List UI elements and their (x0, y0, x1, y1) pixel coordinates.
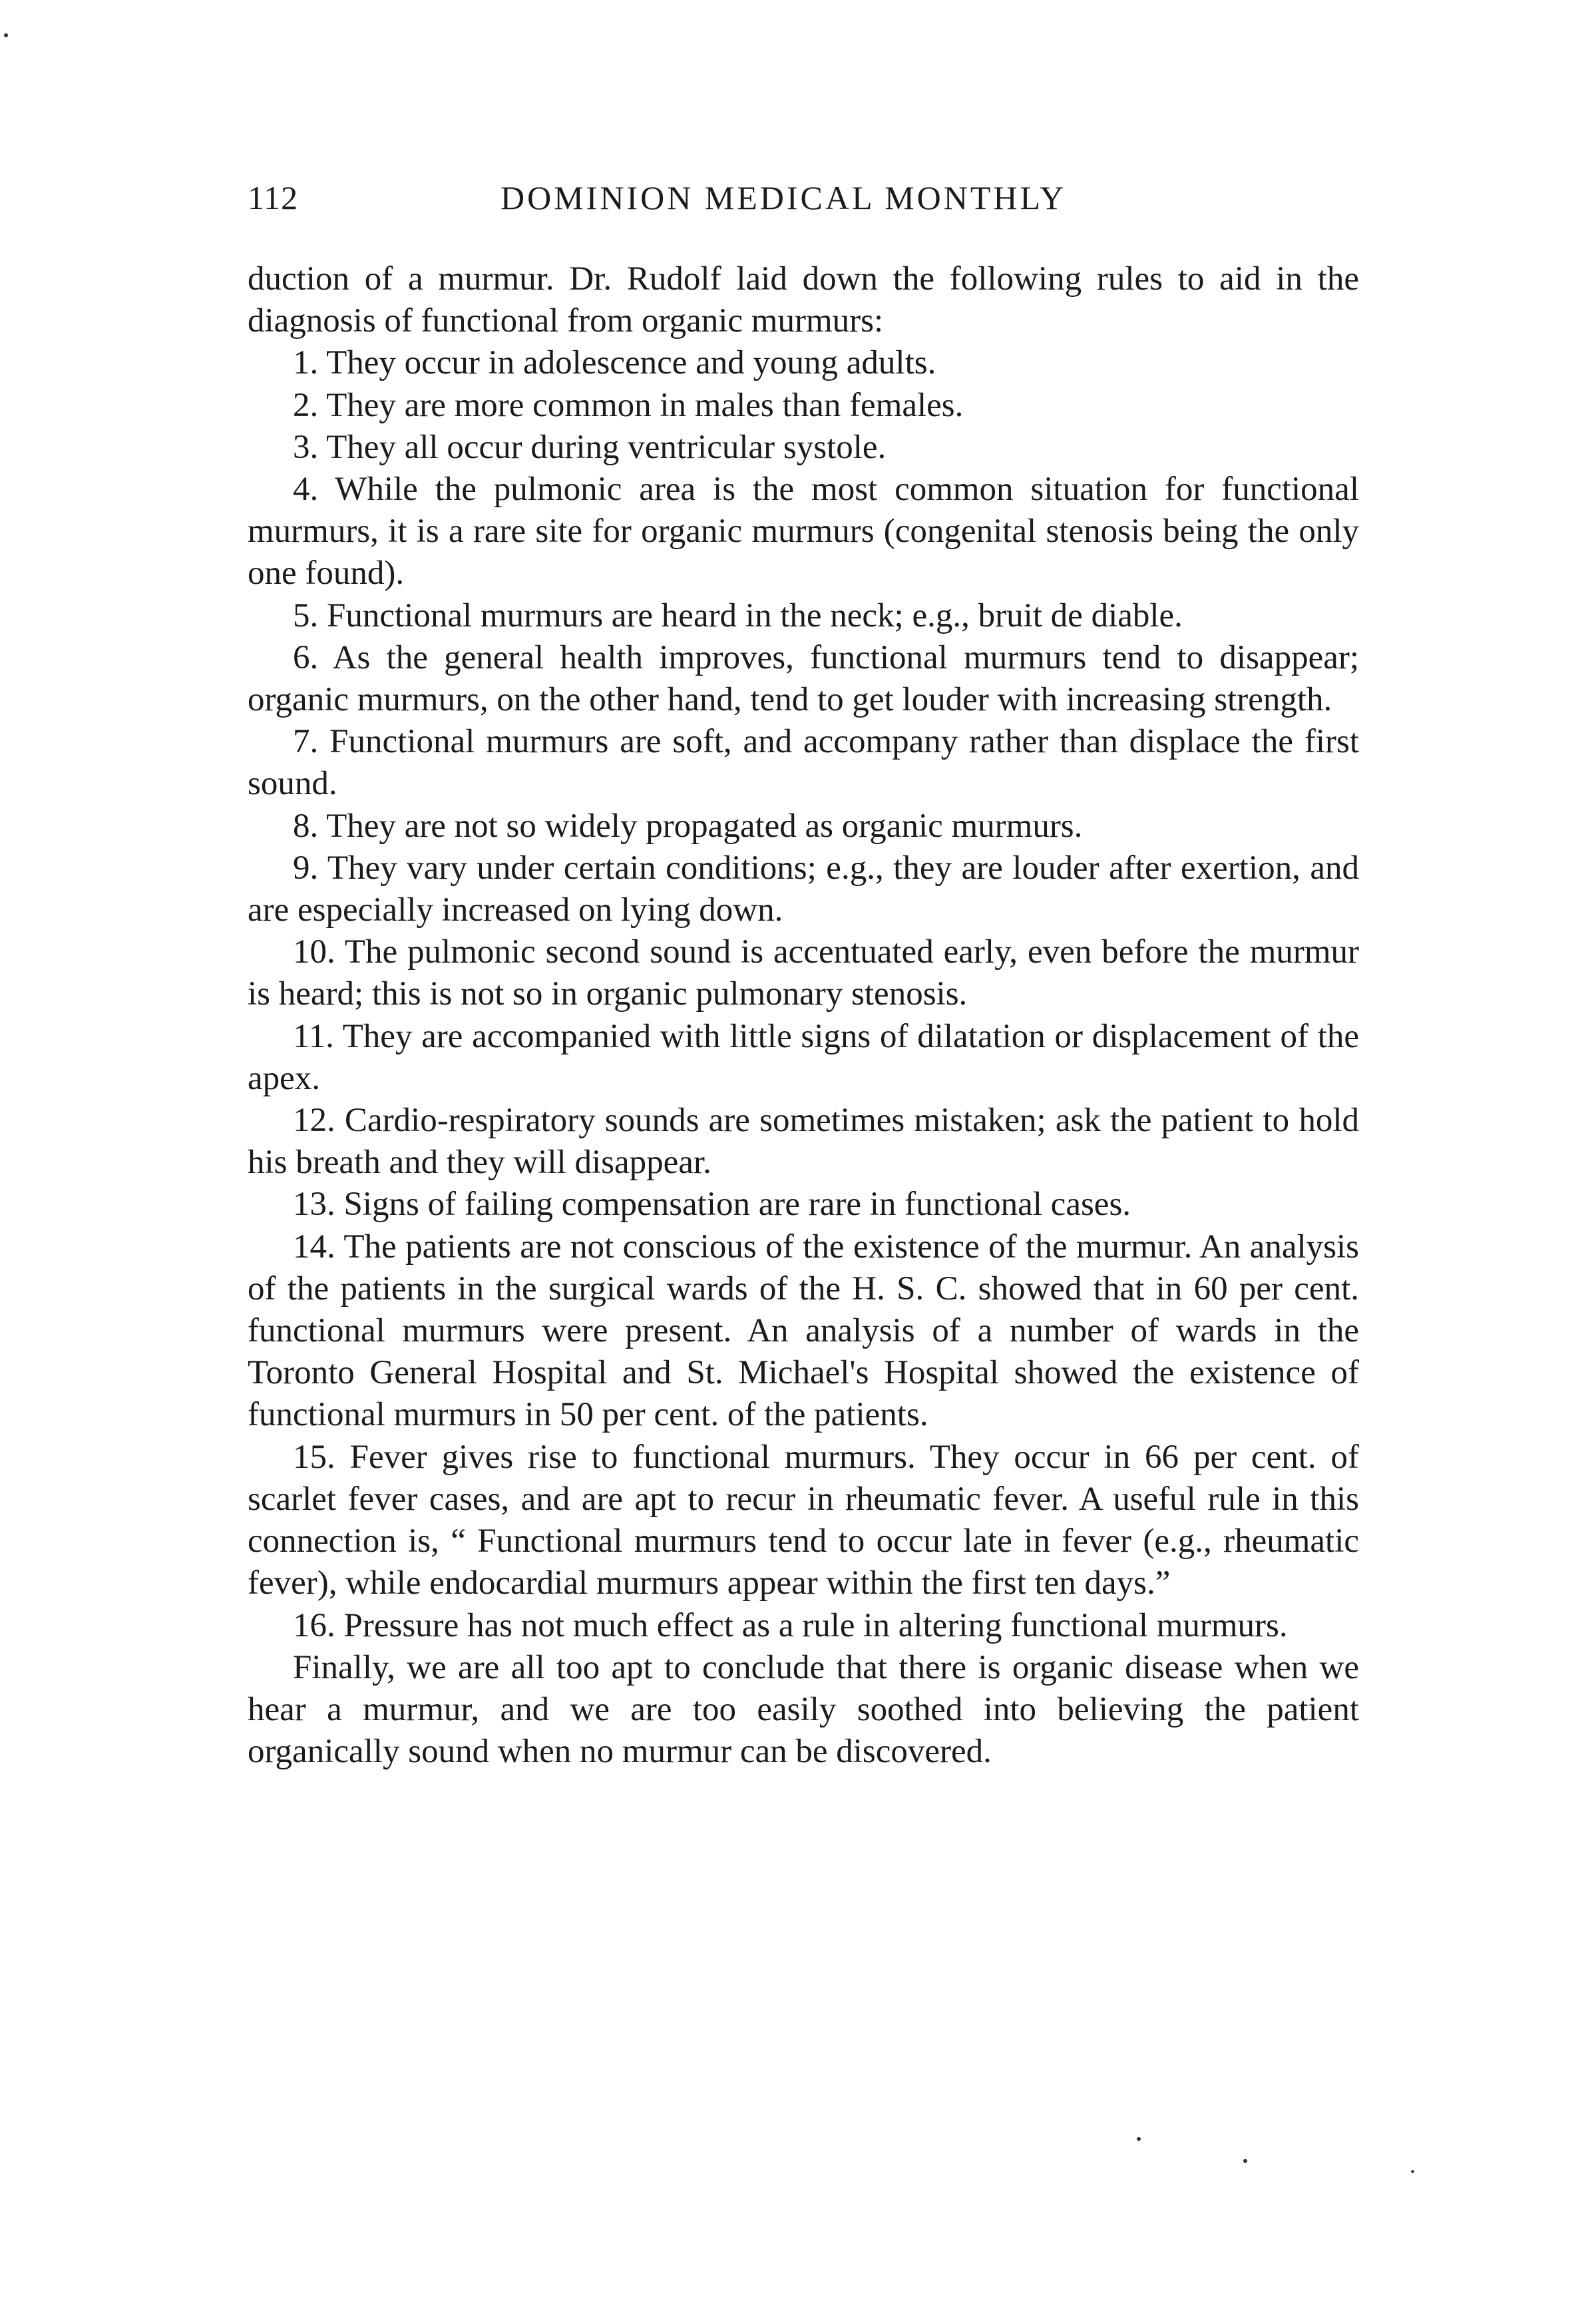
rule-item-5: 5. Functional murmurs are heard in the neck; e.g., bruit de diable. (293, 596, 1183, 634)
scan-speck (4, 33, 8, 37)
rule-item-2: 2. They are more common in males than females. (293, 386, 964, 424)
page-header (248, 178, 1359, 225)
rule-item-8: 8. They are not so widely propagated as organic murmurs. (293, 807, 1083, 845)
rule-item-15: 15. Fever gives rise to functional murmurs. They occur in 66 per cent. of scarlet fever cases, and are apt to recur in rheumatic fever. A useful rule in this connection is, “ Functional murmurs tend to occur late in fever (e.g., rheumatic fever), while endocardial murmurs appear within the first ten days.” (248, 1438, 1359, 1602)
rule-item-7: 7. Functional murmurs are soft, and accompany rather than displace the first sound. (248, 723, 1359, 803)
scan-speck (1243, 2159, 1247, 2163)
rule-item-12: 12. Cardio-respiratory sounds are sometimes mistaken; ask the patient to hold his breath and they will disappear. (248, 1102, 1359, 1182)
rule-item-16: 16. Pressure has not much effect as a rule in altering functional murmurs. (293, 1606, 1288, 1644)
scan-speck (1411, 2170, 1414, 2173)
paragraph-intro: duction of a murmur. Dr. Rudolf laid down the following rules to aid in the diagnosis of functional from organic murmurs: (248, 260, 1359, 340)
rule-item-3: 3. They all occur during ventricular systole. (293, 428, 887, 466)
rule-item-10: 10. The pulmonic second sound is accentuated early, even before the murmur is heard; this is not so in organic pulmonary stenosis. (248, 933, 1359, 1013)
rule-item-6: 6. As the general health improves, functional murmurs tend to disappear; organic murmurs, on the other hand, tend to get louder with increasing strength. (248, 638, 1359, 719)
rule-item-4: 4. While the pulmonic area is the most common situation for functional murmurs, it is a rare site for organic murmurs (congenital stenosis being the only one found). (248, 471, 1359, 592)
body-text (248, 258, 1359, 1773)
page-number: 112 (248, 179, 299, 216)
rule-item-11: 11. They are accompanied with little signs of dilatation or displacement of the apex. (248, 1017, 1359, 1097)
scan-speck (1137, 2137, 1141, 2141)
rule-item-1: 1. They occur in adolescence and young adults. (293, 344, 936, 382)
rule-item-14: 14. The patients are not conscious of the existence of the murmur. An analysis of the patients in the surgical wards of the H. S. C. showed that in 60 per cent. functional murmurs were present. An analysis of a number of wards in the Toronto General Hospital and St. Michael's Hospital showed the existence of functional murmurs in 50 per cent. of the patients. (248, 1228, 1359, 1434)
running-head: DOMINION MEDICAL MONTHLY (500, 179, 1067, 216)
rule-item-9: 9. They vary under certain conditions; e.g., they are louder after exertion, and are especially increased on lying down. (248, 849, 1359, 929)
rule-item-13: 13. Signs of failing compensation are rare in functional cases. (293, 1186, 1131, 1224)
paragraph-conclusion: Finally, we are all too apt to conclude that there is organic disease when we hear a murmur, and we are too easily soothed into believing the patient organically sound when no murmur can be discovered. (248, 1648, 1359, 1771)
